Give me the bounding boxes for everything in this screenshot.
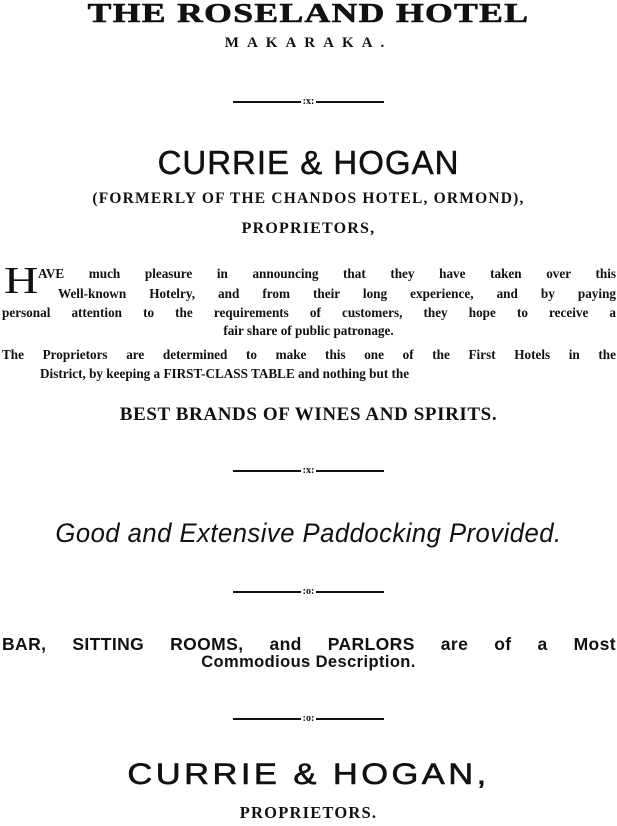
ornament-divider xyxy=(0,586,617,598)
divider-rule-left xyxy=(233,718,301,720)
divider-rule-left xyxy=(233,101,301,103)
divider-rule-left xyxy=(233,470,301,472)
ornament-divider xyxy=(0,96,617,108)
divider-rule-left xyxy=(233,591,301,593)
divider-rule-right xyxy=(316,470,384,472)
divider-rule-right xyxy=(316,101,384,103)
determination-line-2: District, by keeping a FIRST-CLASS TABLE and nothing but the xyxy=(40,366,410,381)
determination-line-1: The Proprietors are determined to make this one of the First Hotels in the xyxy=(2,347,616,362)
announcement-line-3: personal attention to the requirements of customers, they hope to receive a xyxy=(2,305,616,320)
proprietor-names: CURRIE & HOGAN xyxy=(157,144,460,181)
divider-mark: :o: xyxy=(302,586,315,597)
footer-proprietors-title: PROPRIETORS. xyxy=(239,803,378,822)
location-line: MAKARAKA. xyxy=(224,35,393,51)
proprietors-title: PROPRIETORS, xyxy=(241,220,376,237)
rooms-line-1: BAR, SITTING ROOMS, and PARLORS are of a Most xyxy=(2,634,616,654)
divider-mark: :x: xyxy=(302,96,315,107)
paddocking-line: Good and Extensive Paddocking Provided. xyxy=(55,518,562,548)
announcement-line-2: Well-known Hotelry, and from their long experience, and by paying xyxy=(58,286,616,301)
ornament-divider xyxy=(0,713,617,725)
announcement-line-4: fair share of public patronage. xyxy=(223,323,394,338)
divider-rule-right xyxy=(316,718,384,720)
announcement-line-1: AVE much pleasure in announcing that they have taken over this xyxy=(38,266,616,281)
ornament-divider xyxy=(0,465,617,477)
brands-line: BEST BRANDS OF WINES AND SPIRITS. xyxy=(119,404,498,425)
divider-rule-right xyxy=(316,591,384,593)
footer-proprietor-names: CURRIE & HOGAN, xyxy=(127,758,490,791)
drop-cap-letter: H xyxy=(4,260,39,302)
hotel-name-heading: THE ROSELAND HOTEL xyxy=(87,0,530,28)
formerly-line: (FORMERLY OF THE CHANDOS HOTEL, ORMOND), xyxy=(92,190,525,207)
divider-mark: :x: xyxy=(302,465,315,476)
divider-mark: :o: xyxy=(302,713,315,724)
rooms-line-2: Commodious Description. xyxy=(201,653,416,671)
